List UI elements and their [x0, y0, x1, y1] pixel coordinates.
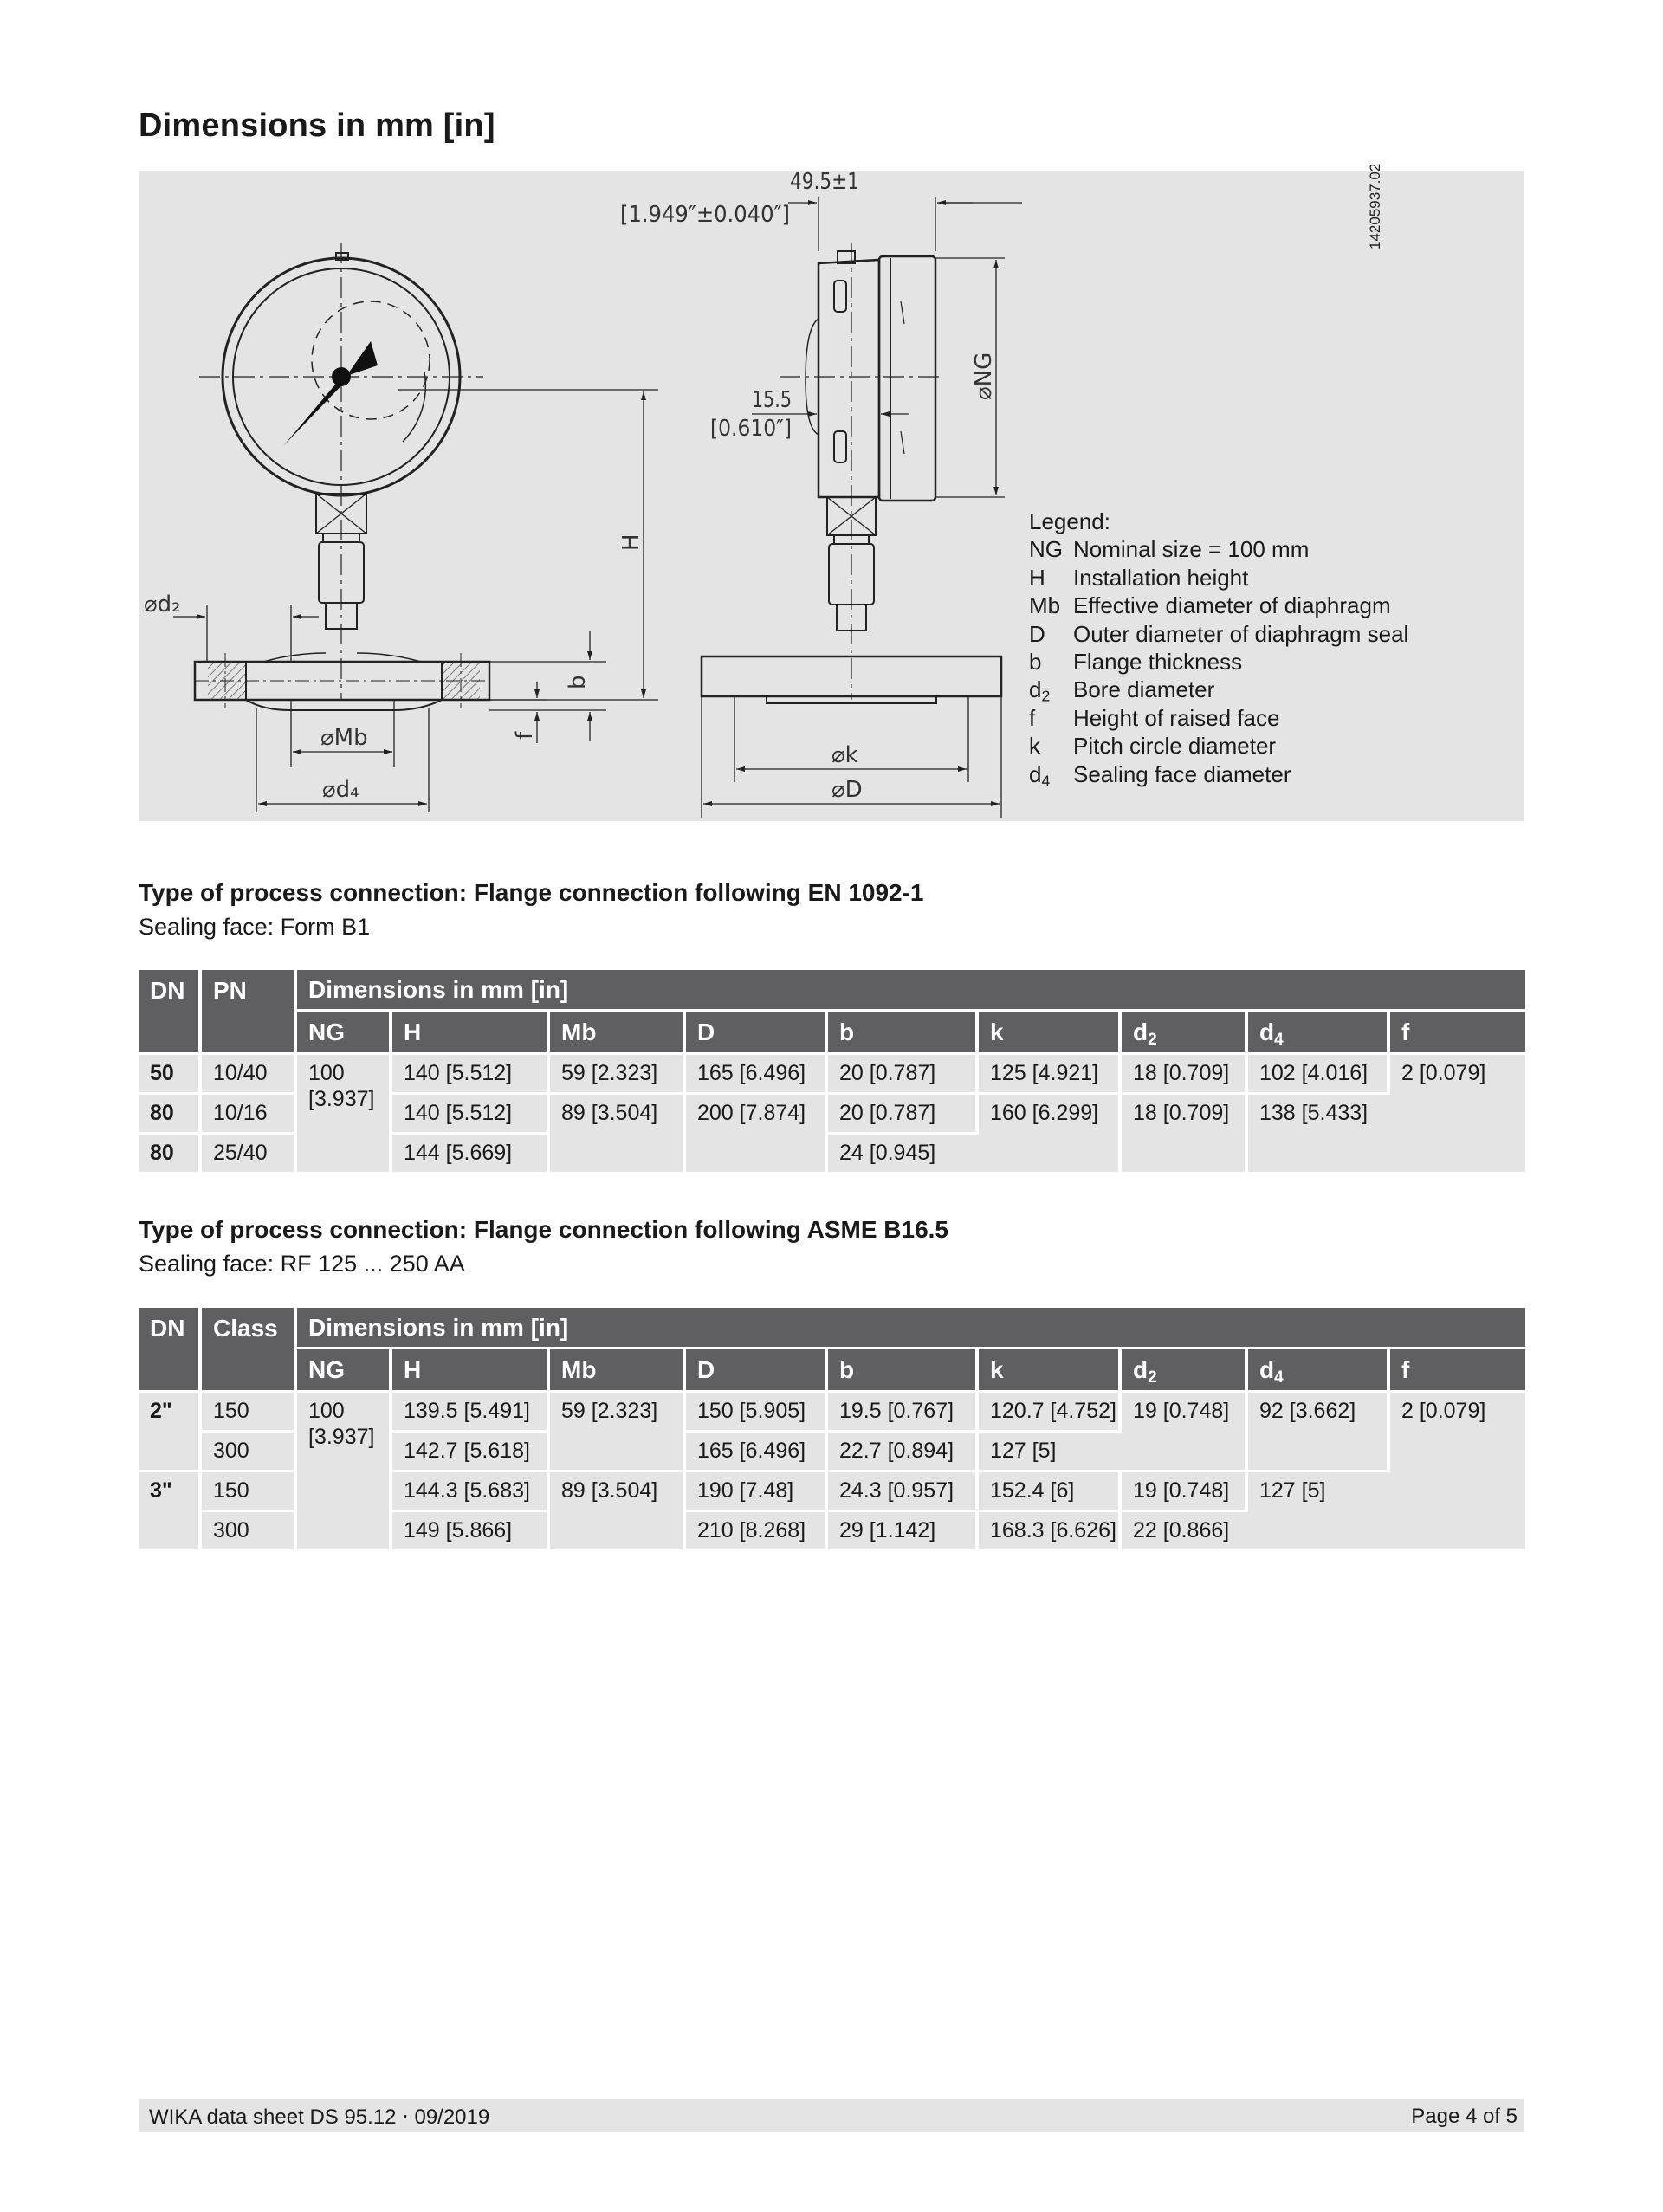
footer-page-number: Page 4 of 5 [1411, 2105, 1517, 2128]
label-k: ⌀k [832, 742, 858, 768]
asme-section-title: Type of process connection: Flange connection following ASME B16.5 [139, 1216, 948, 1243]
col-dn: DN [139, 970, 202, 1055]
label-b: b [565, 675, 591, 689]
front-view [195, 243, 489, 710]
legend-item: H Installation height [1029, 564, 1249, 591]
asme-section-subtitle: Sealing face: RF 125 ... 250 AA [139, 1251, 465, 1277]
label-d4: ⌀d₄ [322, 777, 359, 803]
col-b: b [828, 1012, 979, 1055]
legend-item: b Flange thickness [1029, 649, 1243, 676]
col-group-dimensions: Dimensions in mm [in] [297, 1308, 1525, 1349]
table-row: 2" 150 100 [3.937] 139.5 [5.491] 59 [2.323] 150 [5.905] 19.5 [0.767] 120.7 [4.752] 19 [0.748] 92 [3.662] 2 [0.079] [139, 1393, 1525, 1433]
col-b: b [828, 1349, 979, 1393]
label-ng: ⌀NG [971, 352, 997, 400]
col-d2: $d_2$ [1122, 1349, 1248, 1393]
table-row: 80 25/40 144 [5.669] 24 [0.945] [139, 1135, 1525, 1174]
table-row: 50 10/40 100 [3.937] 140 [5.512] 59 [2.323] 165 [6.496] 20 [0.787] 125 [4.921] 18 [0.709] 102 [4.016] 2 [0.079] [139, 1055, 1525, 1095]
legend-item: Mb Effective diameter of diaphragm [1029, 592, 1391, 619]
label-offset-mm: 15.5 [752, 387, 792, 413]
label-f: f [512, 731, 538, 740]
col-ng: NG [297, 1349, 392, 1393]
col-h: H [392, 1349, 550, 1393]
label-offset-in: [0.610″] [710, 416, 792, 442]
legend-item: f Height of raised face [1029, 704, 1280, 731]
col-pn: PN [202, 970, 297, 1055]
legend-item: k Pitch circle diameter [1029, 733, 1277, 760]
dimension-lines [173, 197, 1022, 818]
col-mb: Mb [550, 1349, 686, 1393]
label-mb: ⌀Mb [320, 725, 368, 751]
table-row: 300 149 [5.866] 210 [8.268] 29 [1.142] 168.3 [6.626] 22 [0.866] [139, 1512, 1525, 1552]
side-view [702, 243, 1001, 703]
col-h: H [392, 1012, 550, 1055]
table-row: 80 10/16 140 [5.512] 89 [3.504] 200 [7.874] 20 [0.787] 160 [6.299] 18 [0.709] 138 [5.433] [139, 1095, 1525, 1135]
label-d2: ⌀d₂ [144, 592, 181, 618]
legend-item: D Outer diameter of diaphragm seal [1029, 620, 1409, 647]
col-ng: NG [297, 1012, 392, 1055]
footer-document-id: WIKA data sheet DS 95.12 ⋅ 09/2019 [149, 2105, 490, 2129]
col-group-dimensions: Dimensions in mm [in] [297, 970, 1525, 1012]
col-d4: $d_4$ [1248, 1349, 1390, 1393]
drawing-number: 14205937.02 [1367, 163, 1383, 249]
col-f: f [1390, 1012, 1525, 1055]
col-d: D [686, 1349, 828, 1393]
label-h: H [618, 534, 644, 551]
en-section-title: Type of process connection: Flange connection following EN 1092-1 [139, 879, 924, 906]
label-depth-in: [1.949″±0.040″] [620, 202, 790, 228]
legend-title: Legend: [1029, 508, 1110, 534]
label-D: ⌀D [832, 777, 863, 803]
col-class: Class [202, 1308, 297, 1393]
col-k: k [979, 1012, 1122, 1055]
table-row: 3" 150 144.3 [5.683] 89 [3.504] 190 [7.48] 24.3 [0.957] 152.4 [6] 19 [0.748] 127 [5] [139, 1472, 1525, 1512]
legend-item: $d_4$ Sealing face diameter [1029, 760, 1291, 790]
page-footer [139, 2099, 1524, 2132]
col-dn: DN [139, 1308, 202, 1393]
col-mb: Mb [550, 1012, 686, 1055]
en-section-subtitle: Sealing face: Form B1 [139, 914, 371, 940]
legend [1029, 508, 1408, 788]
page-title: Dimensions in mm [in] [139, 107, 495, 144]
label-depth-mm: 49.5±1 [790, 171, 859, 195]
legend-item: $d_2$ Bore diameter [1029, 676, 1215, 705]
col-d4: $d_4$ [1248, 1012, 1390, 1055]
legend-item: NG Nominal size = 100 mm [1029, 536, 1310, 563]
col-f: f [1390, 1349, 1525, 1393]
table-row: 300 142.7 [5.618] 165 [6.496] 22.7 [0.894] 127 [5] [139, 1433, 1525, 1472]
col-k: k [979, 1349, 1122, 1393]
col-d: D [686, 1012, 828, 1055]
col-d2: $d_2$ [1122, 1012, 1248, 1055]
asme-dimensions-table [139, 1308, 1525, 1552]
en-dimensions-table [139, 970, 1525, 1174]
